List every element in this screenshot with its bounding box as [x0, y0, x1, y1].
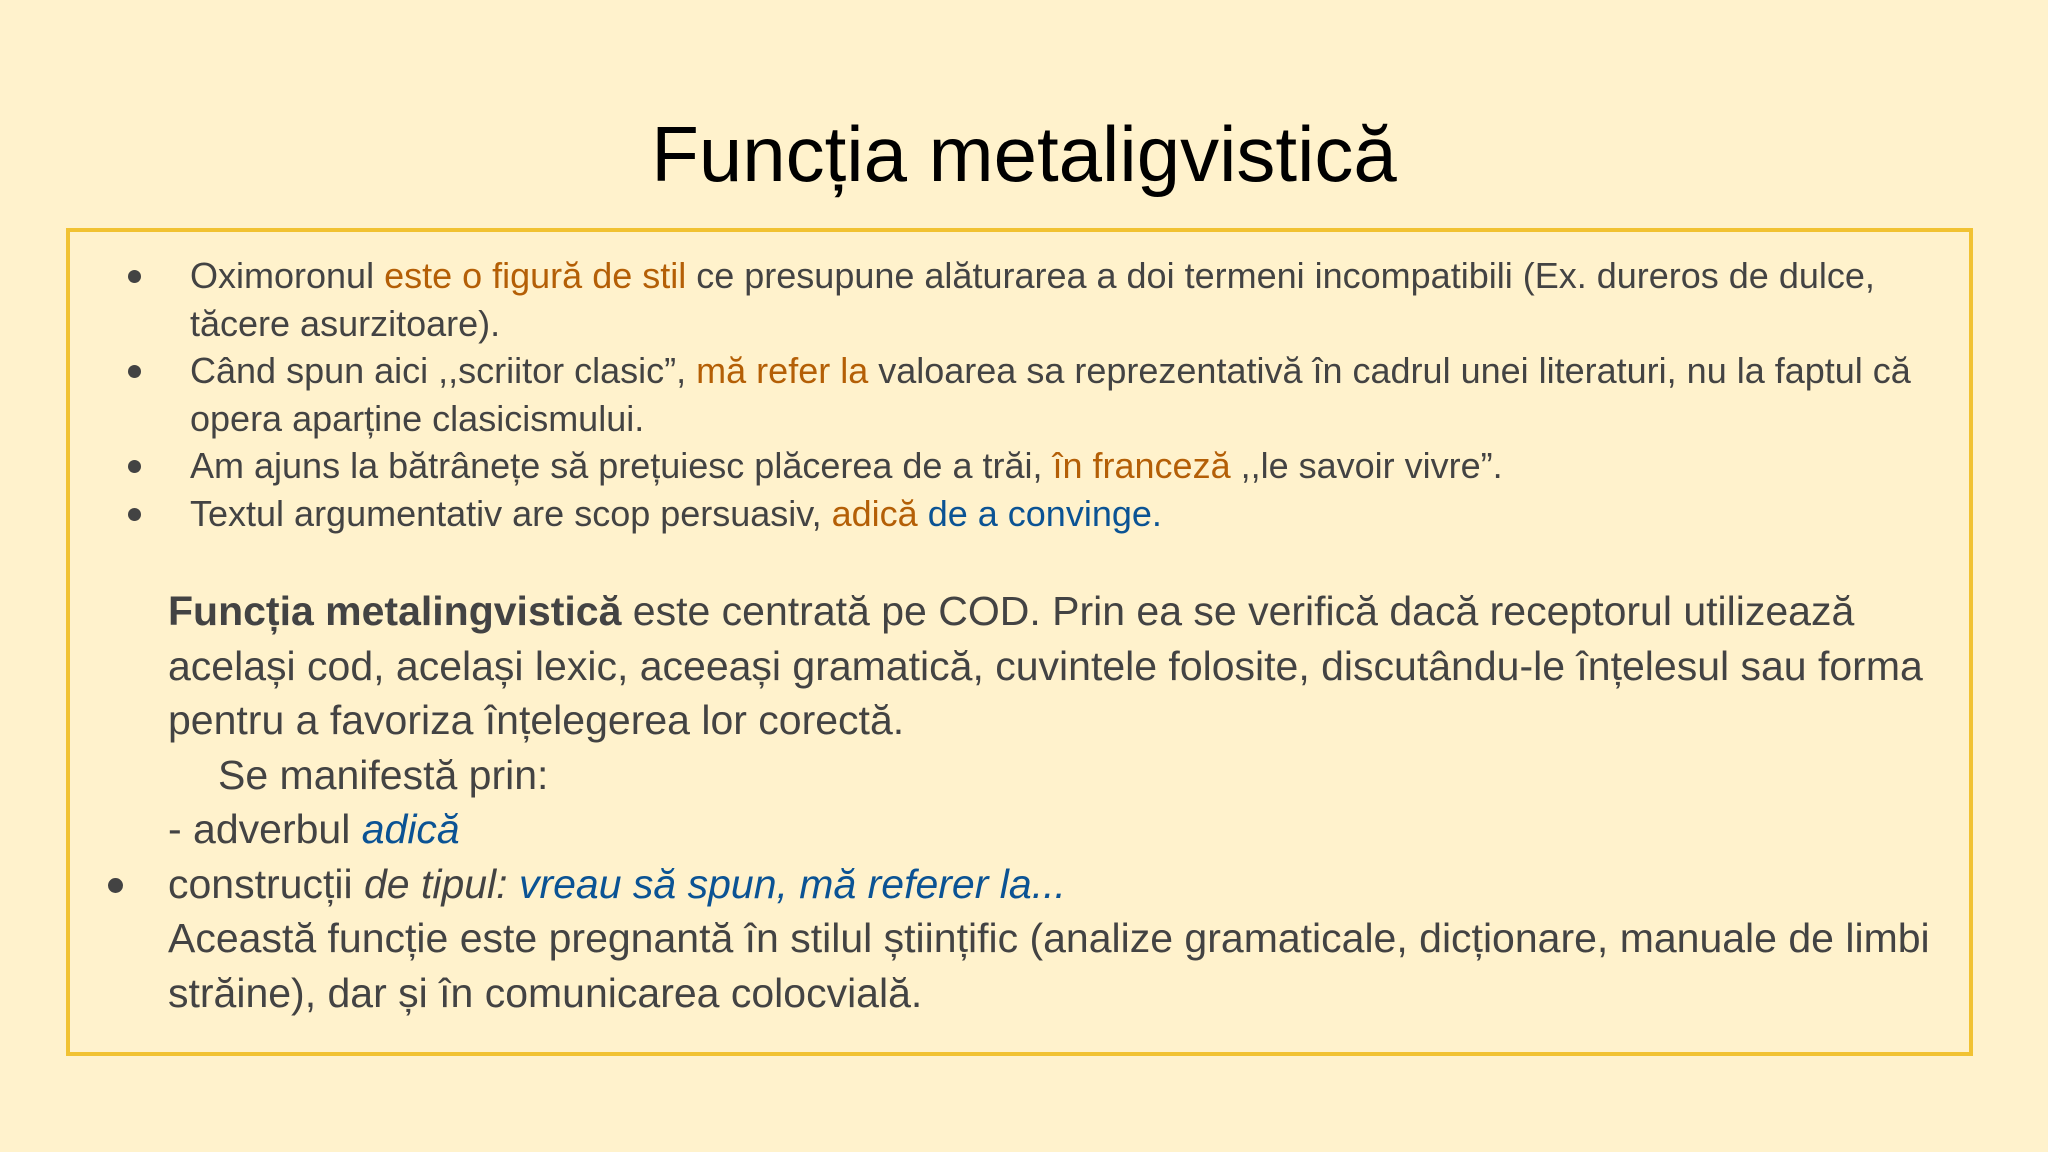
- example-item-classic-writer: [124, 347, 1954, 442]
- constructions-examples: vreau să spun, mă referer la...: [518, 860, 1066, 907]
- example-text: Oximoronul: [190, 255, 385, 296]
- manifest-label: Se manifestă prin:: [218, 751, 549, 798]
- adverb-word: adică: [361, 806, 460, 852]
- bullet-icon: [128, 270, 141, 283]
- adverb-prefix: - adverbul: [168, 806, 362, 852]
- bullet-icon: [128, 365, 141, 378]
- definition-text: este centrată pe COD. Prin ea se verifică dacă receptorul utilizează același cod, același lexic, aceeași gramatică, cuvintele folosite, discutându-le înțelesul sau forma pentru a favoriza înțelegerea lor corectă.: [168, 588, 1923, 743]
- example-text: Textul argumentativ are scop persuasiv,: [190, 492, 832, 534]
- slide-title: Funcția metaligvistică: [651, 110, 1397, 198]
- constructions-line: [168, 857, 1968, 912]
- example-text: ce presupune alăturarea a doi termeni incompatibili (Ex. dureros de dulce, tăcere asurzitoare).: [190, 255, 1875, 344]
- constructions-prefix: construcții: [168, 860, 364, 907]
- explanation-block: [168, 584, 1968, 1020]
- definition-paragraph: [168, 584, 1968, 748]
- bullet-icon: [128, 508, 141, 521]
- highlight-phrase: este o figură de stil: [384, 255, 687, 296]
- example-item-oxymoron: [124, 252, 1954, 347]
- adverb-line: [168, 802, 1968, 857]
- highlight-phrase: adică: [831, 492, 918, 534]
- example-text: ,,le savoir vivre”.: [1230, 445, 1503, 486]
- bullet-icon: [108, 878, 123, 893]
- example-item-argumentative: [124, 490, 1954, 538]
- example-text: valoarea sa reprezentativă în cadrul unei literaturi, nu la faptul că opera aparține clasicismului.: [190, 350, 1911, 439]
- bullet-icon: [128, 460, 141, 473]
- usage-paragraph: Această funcție este pregnantă în stilul științific (analize gramaticale, dicționare, manuale de limbi străine), dar și în comunicarea colocvială.: [168, 915, 1930, 1016]
- example-text: Am ajuns la bătrânețe să prețuiesc plăcerea de a trăi,: [190, 445, 1053, 486]
- highlight-phrase-blue: de a convinge.: [917, 492, 1162, 534]
- highlight-phrase: mă refer la: [696, 350, 869, 391]
- example-item-savoir-vivre: [124, 442, 1954, 490]
- term-bold: Funcția metalingvistică: [168, 588, 622, 634]
- example-text: Când spun aici ,,scriitor clasic”,: [190, 350, 697, 391]
- examples-list: [124, 252, 1954, 537]
- constructions-italic: de tipul:: [363, 860, 519, 907]
- highlight-phrase: în franceză: [1052, 445, 1231, 486]
